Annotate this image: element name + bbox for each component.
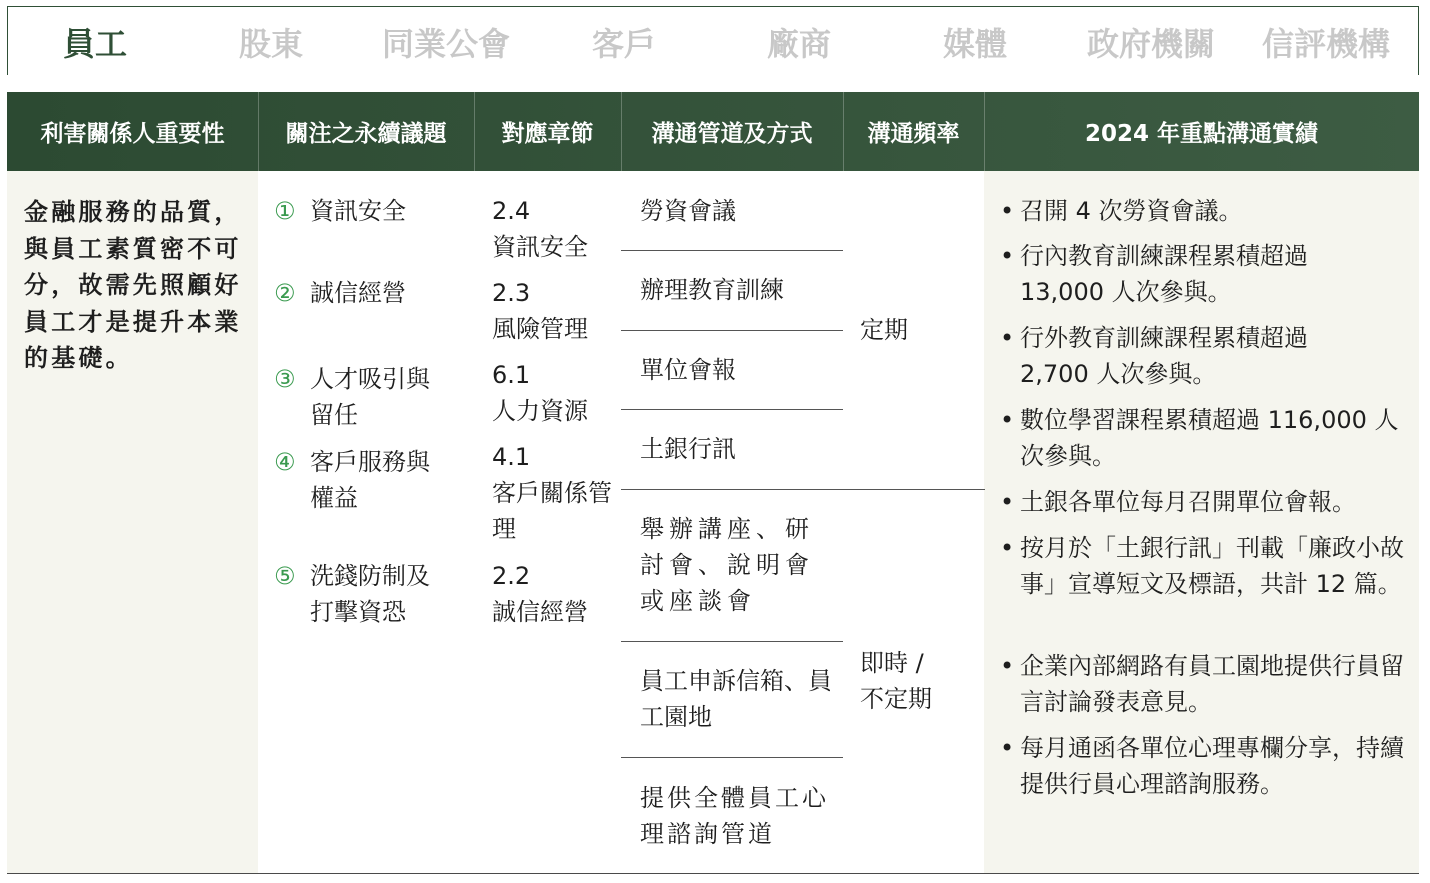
- header-frequency: 溝通頻率: [867, 121, 960, 147]
- table-header: [7, 92, 1419, 171]
- table-bottom-border: [7, 873, 1419, 874]
- channel-item: 提供全體員工心理諮詢管道: [640, 784, 829, 848]
- result-text: 行外教育訓練課程累積超過 2,700 人次參與。: [1020, 324, 1308, 388]
- frequency-group-divider: [621, 489, 985, 490]
- chapter-item: [492, 193, 612, 265]
- importance-text: 金融服務的品質，與員工素質密不可分，故需先照顧好員工才是提升本業的基礎。: [24, 198, 242, 372]
- issue-number: ③: [274, 365, 296, 393]
- frequency-adhoc: 即時 / 不定期: [860, 649, 932, 713]
- channel-divider: [621, 330, 843, 331]
- issue-item: [274, 558, 450, 630]
- tab-government[interactable]: 政府機關: [1087, 25, 1216, 63]
- bullet-icon: •: [1000, 324, 1015, 352]
- chapter-number: 2.3: [492, 279, 531, 307]
- chapter-name: 資訊安全: [492, 233, 588, 261]
- channel-item: 勞資會議: [640, 197, 736, 225]
- issue-label: 客戶服務與權益: [310, 448, 430, 512]
- channel-item: 土銀行訊: [640, 435, 736, 463]
- chapter-item: [492, 357, 612, 429]
- channel-divider: [621, 641, 843, 642]
- chapter-name: 客戶關係管理: [492, 479, 612, 543]
- bullet-icon: •: [1000, 197, 1015, 225]
- tab-employees[interactable]: 員工: [63, 25, 128, 63]
- result-item: [1000, 484, 1410, 520]
- tab-shareholders[interactable]: 股東: [239, 25, 304, 63]
- channel-item: 單位會報: [640, 356, 736, 384]
- issue-label: 誠信經營: [310, 279, 406, 307]
- result-item: [1000, 648, 1410, 720]
- result-item: [1000, 320, 1410, 392]
- bullet-icon: •: [1000, 242, 1015, 270]
- issue-number: ⑤: [274, 562, 296, 590]
- channel-divider: [621, 250, 843, 251]
- frequency-regular: 定期: [860, 316, 908, 344]
- tab-suppliers[interactable]: 廠商: [767, 25, 832, 63]
- bullet-icon: •: [1000, 734, 1015, 762]
- result-text: 按月於「土銀行訊」刊載「廉政小故事」宣導短文及標語，共計 12 篇。: [1020, 534, 1404, 598]
- channel-item: 舉辦講座、研討會、說明會或座談會: [640, 515, 814, 615]
- chapter-number: 2.4: [492, 197, 531, 225]
- header-chapters: 對應章節: [501, 121, 594, 147]
- issue-item: [274, 444, 450, 516]
- tab-media[interactable]: 媒體: [943, 25, 1008, 63]
- chapter-name: 風險管理: [492, 315, 588, 343]
- channel-item: 員工申訴信箱、員工園地: [640, 667, 832, 731]
- result-item: [1000, 402, 1410, 474]
- channel-divider: [621, 409, 843, 410]
- tab-rating-agencies[interactable]: 信評機構: [1262, 25, 1391, 63]
- issue-number: ④: [274, 448, 296, 476]
- result-item: [1000, 193, 1410, 229]
- issue-item: [274, 361, 450, 433]
- bullet-icon: •: [1000, 488, 1015, 516]
- tab-industry-associations[interactable]: 同業公會: [382, 25, 511, 63]
- issue-number: ①: [274, 197, 296, 225]
- bullet-icon: •: [1000, 534, 1015, 562]
- issue-item: [274, 193, 450, 229]
- result-text: 每月通函各單位心理專欄分享，持續提供行員心理諮詢服務。: [1020, 734, 1404, 798]
- header-issues: 關注之永續議題: [285, 121, 447, 147]
- issue-number: ②: [274, 279, 296, 307]
- chapter-item: [492, 275, 612, 347]
- result-item: [1000, 730, 1410, 802]
- result-text: 土銀各單位每月召開單位會報。: [1020, 488, 1356, 516]
- chapter-name: 誠信經營: [492, 598, 588, 626]
- chapter-number: 6.1: [492, 361, 531, 389]
- chapter-item: [492, 558, 612, 630]
- result-text: 召開 4 次勞資會議。: [1020, 197, 1243, 225]
- result-text: 數位學習課程累積超過 116,000 人次參與。: [1020, 406, 1399, 470]
- header-importance: 利害關係人重要性: [40, 121, 225, 147]
- channel-divider: [621, 757, 843, 758]
- issue-label: 資訊安全: [310, 197, 406, 225]
- result-item: [1000, 238, 1410, 310]
- result-text: 行內教育訓練課程累積超過 13,000 人次參與。: [1020, 242, 1308, 306]
- chapter-name: 人力資源: [492, 397, 588, 425]
- chapter-number: 2.2: [492, 562, 531, 590]
- chapter-number: 4.1: [492, 443, 531, 471]
- issue-label: 人才吸引與留任: [310, 365, 430, 429]
- result-text: 企業內部網路有員工園地提供行員留言討論發表意見。: [1020, 652, 1404, 716]
- bullet-icon: •: [1000, 652, 1015, 680]
- issue-item: [274, 275, 450, 311]
- channel-item: 辦理教育訓練: [640, 276, 784, 304]
- issue-label: 洗錢防制及打擊資恐: [310, 562, 430, 626]
- bullet-icon: •: [1000, 406, 1015, 434]
- tab-customers[interactable]: 客戶: [592, 25, 657, 63]
- header-results: 2024 年重點溝通實績: [1084, 121, 1319, 147]
- chapter-item: [492, 439, 612, 547]
- header-channels: 溝通管道及方式: [651, 121, 813, 147]
- result-item: [1000, 530, 1410, 602]
